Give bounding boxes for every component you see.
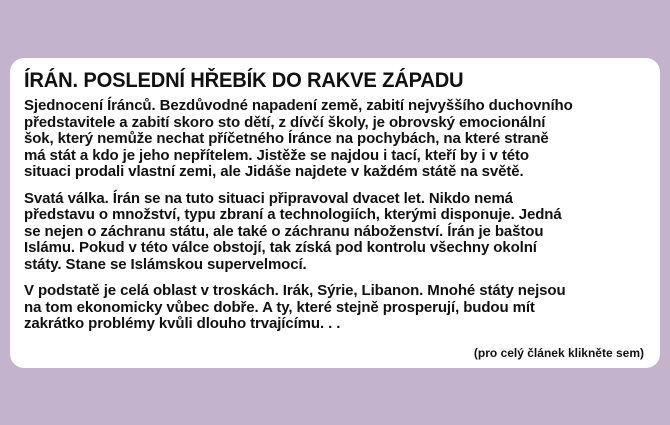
paragraph-line: zakrátko problémy kvůli dlouho trvajícímu. . . — [24, 315, 341, 332]
paragraph-line: má stát a kdo je jeho nepřítelem. Jistěže se najdou i tací, kteří by i v této — [24, 146, 529, 164]
paragraph-line: představitele a zabití skoro sto dětí, z dívčí školy, je obrovský emocionální — [24, 113, 546, 131]
paragraph-line: na tom ekonomicky vůbec dobře. A ty, které stejně prosperují, budou mít — [24, 298, 535, 316]
paragraph-line: státy. Stane se Islámskou supervelmocí. — [24, 255, 307, 273]
article-paragraph-1 — [24, 98, 646, 181]
paragraph-line: Sjednocení Íránců. Bezdůvodné napadení země, zabití nejvyššího duchovního — [24, 97, 573, 114]
article-title: ÍRÁN. POSLEDNÍ HŘEBÍK DO RAKVE ZÁPADU — [24, 69, 464, 92]
paragraph-line: Svatá válka. Írán se na tuto situaci připravoval dvacet let. Nikdo nemá — [24, 189, 513, 207]
article-paragraph-2 — [24, 191, 646, 274]
read-more-link[interactable]: (pro celý článek klikněte sem) — [473, 346, 644, 360]
article-paragraph-3 — [24, 283, 646, 333]
paragraph-line: Islámu. Pokud v této válce obstojí, tak získá pod kontrolu všechny okolní — [24, 239, 537, 256]
paragraph-line: V podstatě je celá oblast v troskách. Irák, Sýrie, Libanon. Mnohé státy nejsou — [24, 282, 566, 299]
paragraph-line: šok, který nemůže nechat příčetného Íránce na pochybách, na které straně — [24, 130, 549, 147]
paragraph-line: se nejen o záchranu státu, ale také o záchranu náboženství. Írán je baštou — [24, 222, 544, 240]
paragraph-line: situaci prodali vlastní zemi, ale Jidáše najdete v každém státě na světě. — [24, 163, 524, 180]
paragraph-line: představu o množství, typu zbraní a technologiích, kterými disponuje. Jedná — [24, 206, 562, 223]
article-card — [10, 58, 660, 368]
